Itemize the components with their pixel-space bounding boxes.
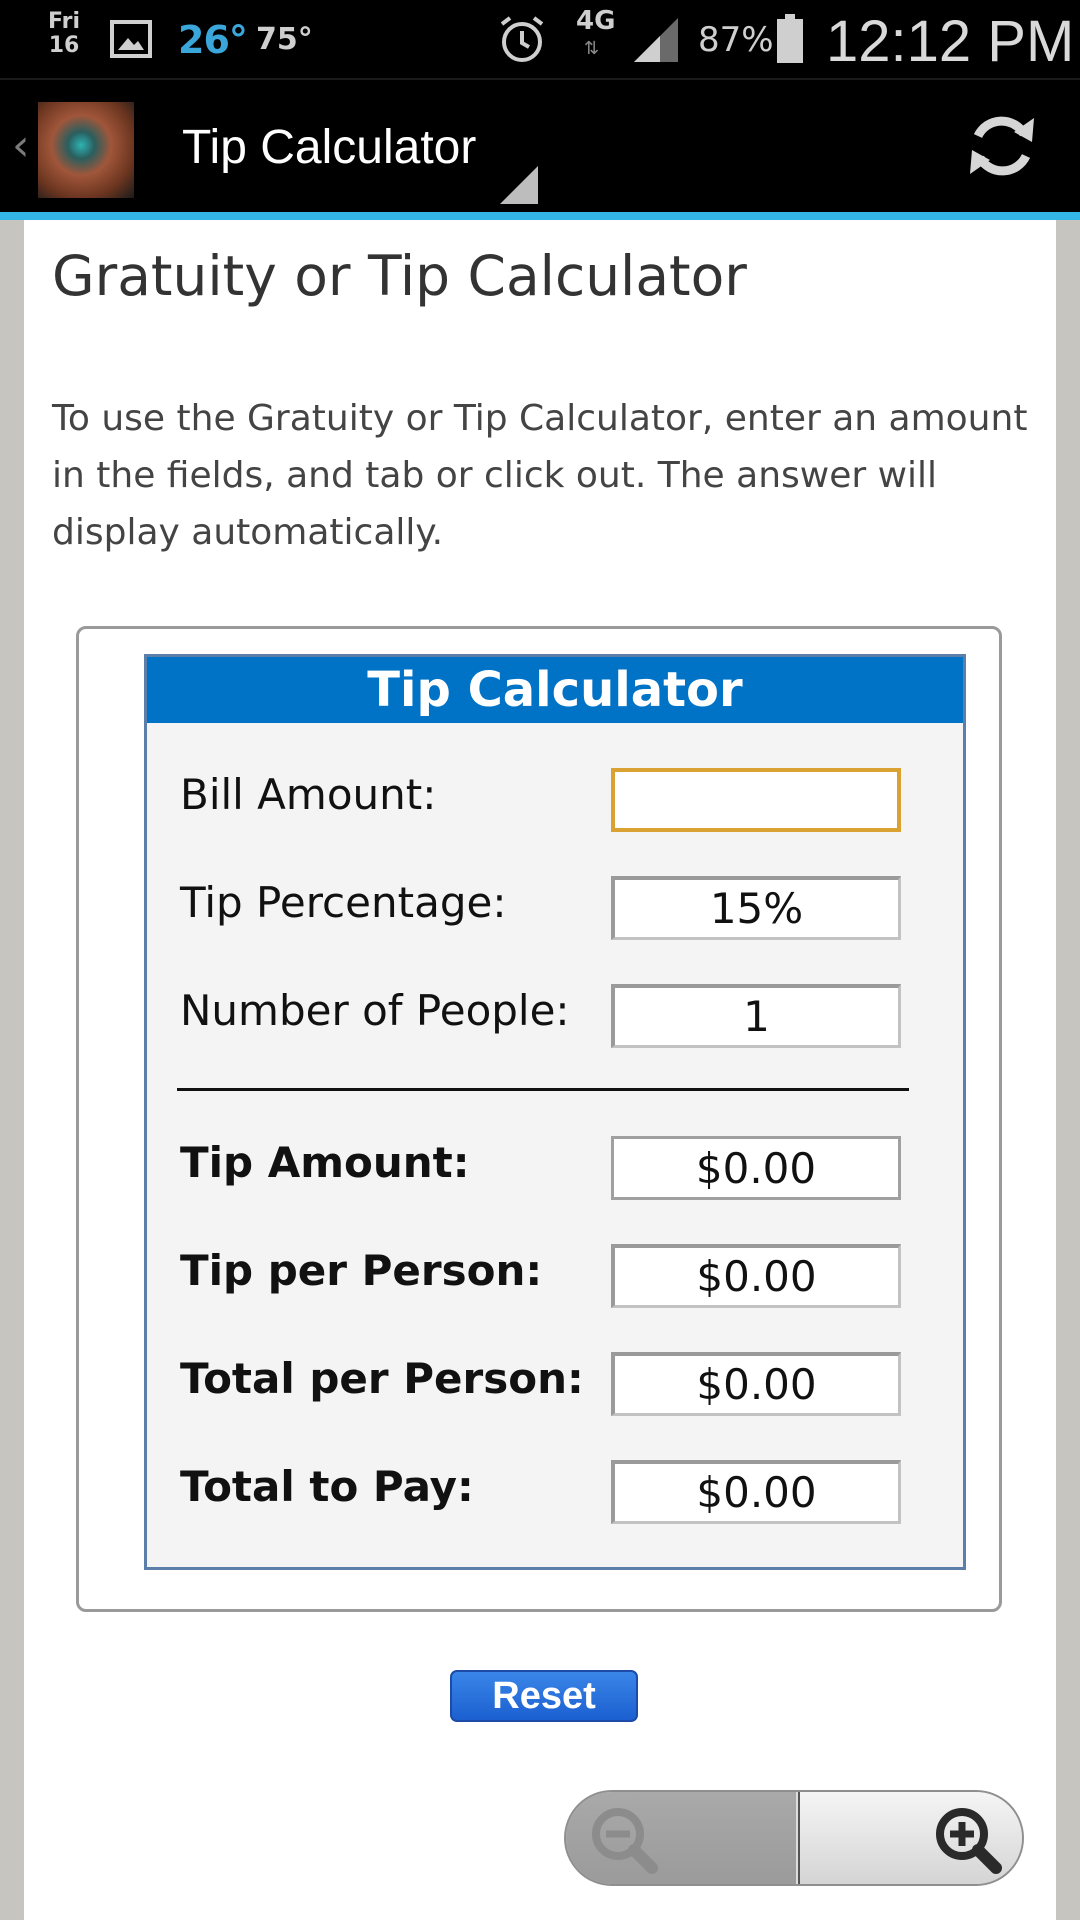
action-bar [0,78,1080,212]
network-type: 4G [576,6,616,36]
calculator-title: Tip Calculator [147,657,963,723]
tip-percentage-input[interactable] [611,876,901,940]
total-to-pay-output [611,1460,901,1524]
tip-per-person-label: Tip per Person: [180,1246,543,1295]
app-title[interactable]: Tip Calculator [182,121,477,174]
tip-per-person-output [611,1244,901,1308]
back-icon[interactable]: ‹ [12,120,30,171]
total-per-person-output [611,1352,901,1416]
tip-amount-output [611,1136,901,1200]
gallery-icon [110,20,152,58]
alarm-icon [496,14,548,66]
status-bar [0,0,1080,78]
tip-percentage-label: Tip Percentage: [180,878,507,927]
zoom-out-icon [586,1802,666,1878]
weather-temperature: 26° [178,18,247,62]
network-activity-icon: ⇅ [584,38,600,59]
action-bar-accent-line [0,212,1080,220]
total-per-person-label: Total per Person: [180,1354,584,1403]
battery-icon [776,14,804,64]
web-content [24,220,1056,1920]
reset-button[interactable]: Reset [450,1670,638,1722]
app-icon[interactable] [38,102,134,198]
total-to-pay-label: Total to Pay: [180,1462,474,1511]
tip-amount-label: Tip Amount: [180,1138,470,1187]
zoom-control [564,1790,1024,1886]
zoom-in-icon [930,1802,1010,1878]
page-title: Gratuity or Tip Calculator [52,244,747,308]
status-date [44,10,84,58]
spinner-indicator-icon[interactable] [500,166,538,204]
signal-icon [630,18,680,62]
bill-amount-input[interactable] [611,768,901,832]
battery-percent: 87% [698,20,774,60]
status-time: 12:12 PM [826,9,1075,74]
divider [177,1088,909,1091]
status-day: Fri [47,9,80,34]
status-day-number: 16 [48,33,80,58]
weather-temperature-secondary: 75° [256,22,313,57]
bill-amount-label: Bill Amount: [180,770,437,819]
refresh-icon[interactable] [962,106,1042,186]
tip-calculator-panel [144,654,966,1570]
intro-text: To use the Gratuity or Tip Calculator, enter an amount in the fields, and tab or click out. The answer will display automatically. [52,398,1028,553]
zoom-out-button[interactable] [566,1792,796,1886]
number-of-people-input[interactable] [611,984,901,1048]
zoom-in-button[interactable] [798,1792,1024,1886]
number-of-people-label: Number of People: [180,986,570,1035]
